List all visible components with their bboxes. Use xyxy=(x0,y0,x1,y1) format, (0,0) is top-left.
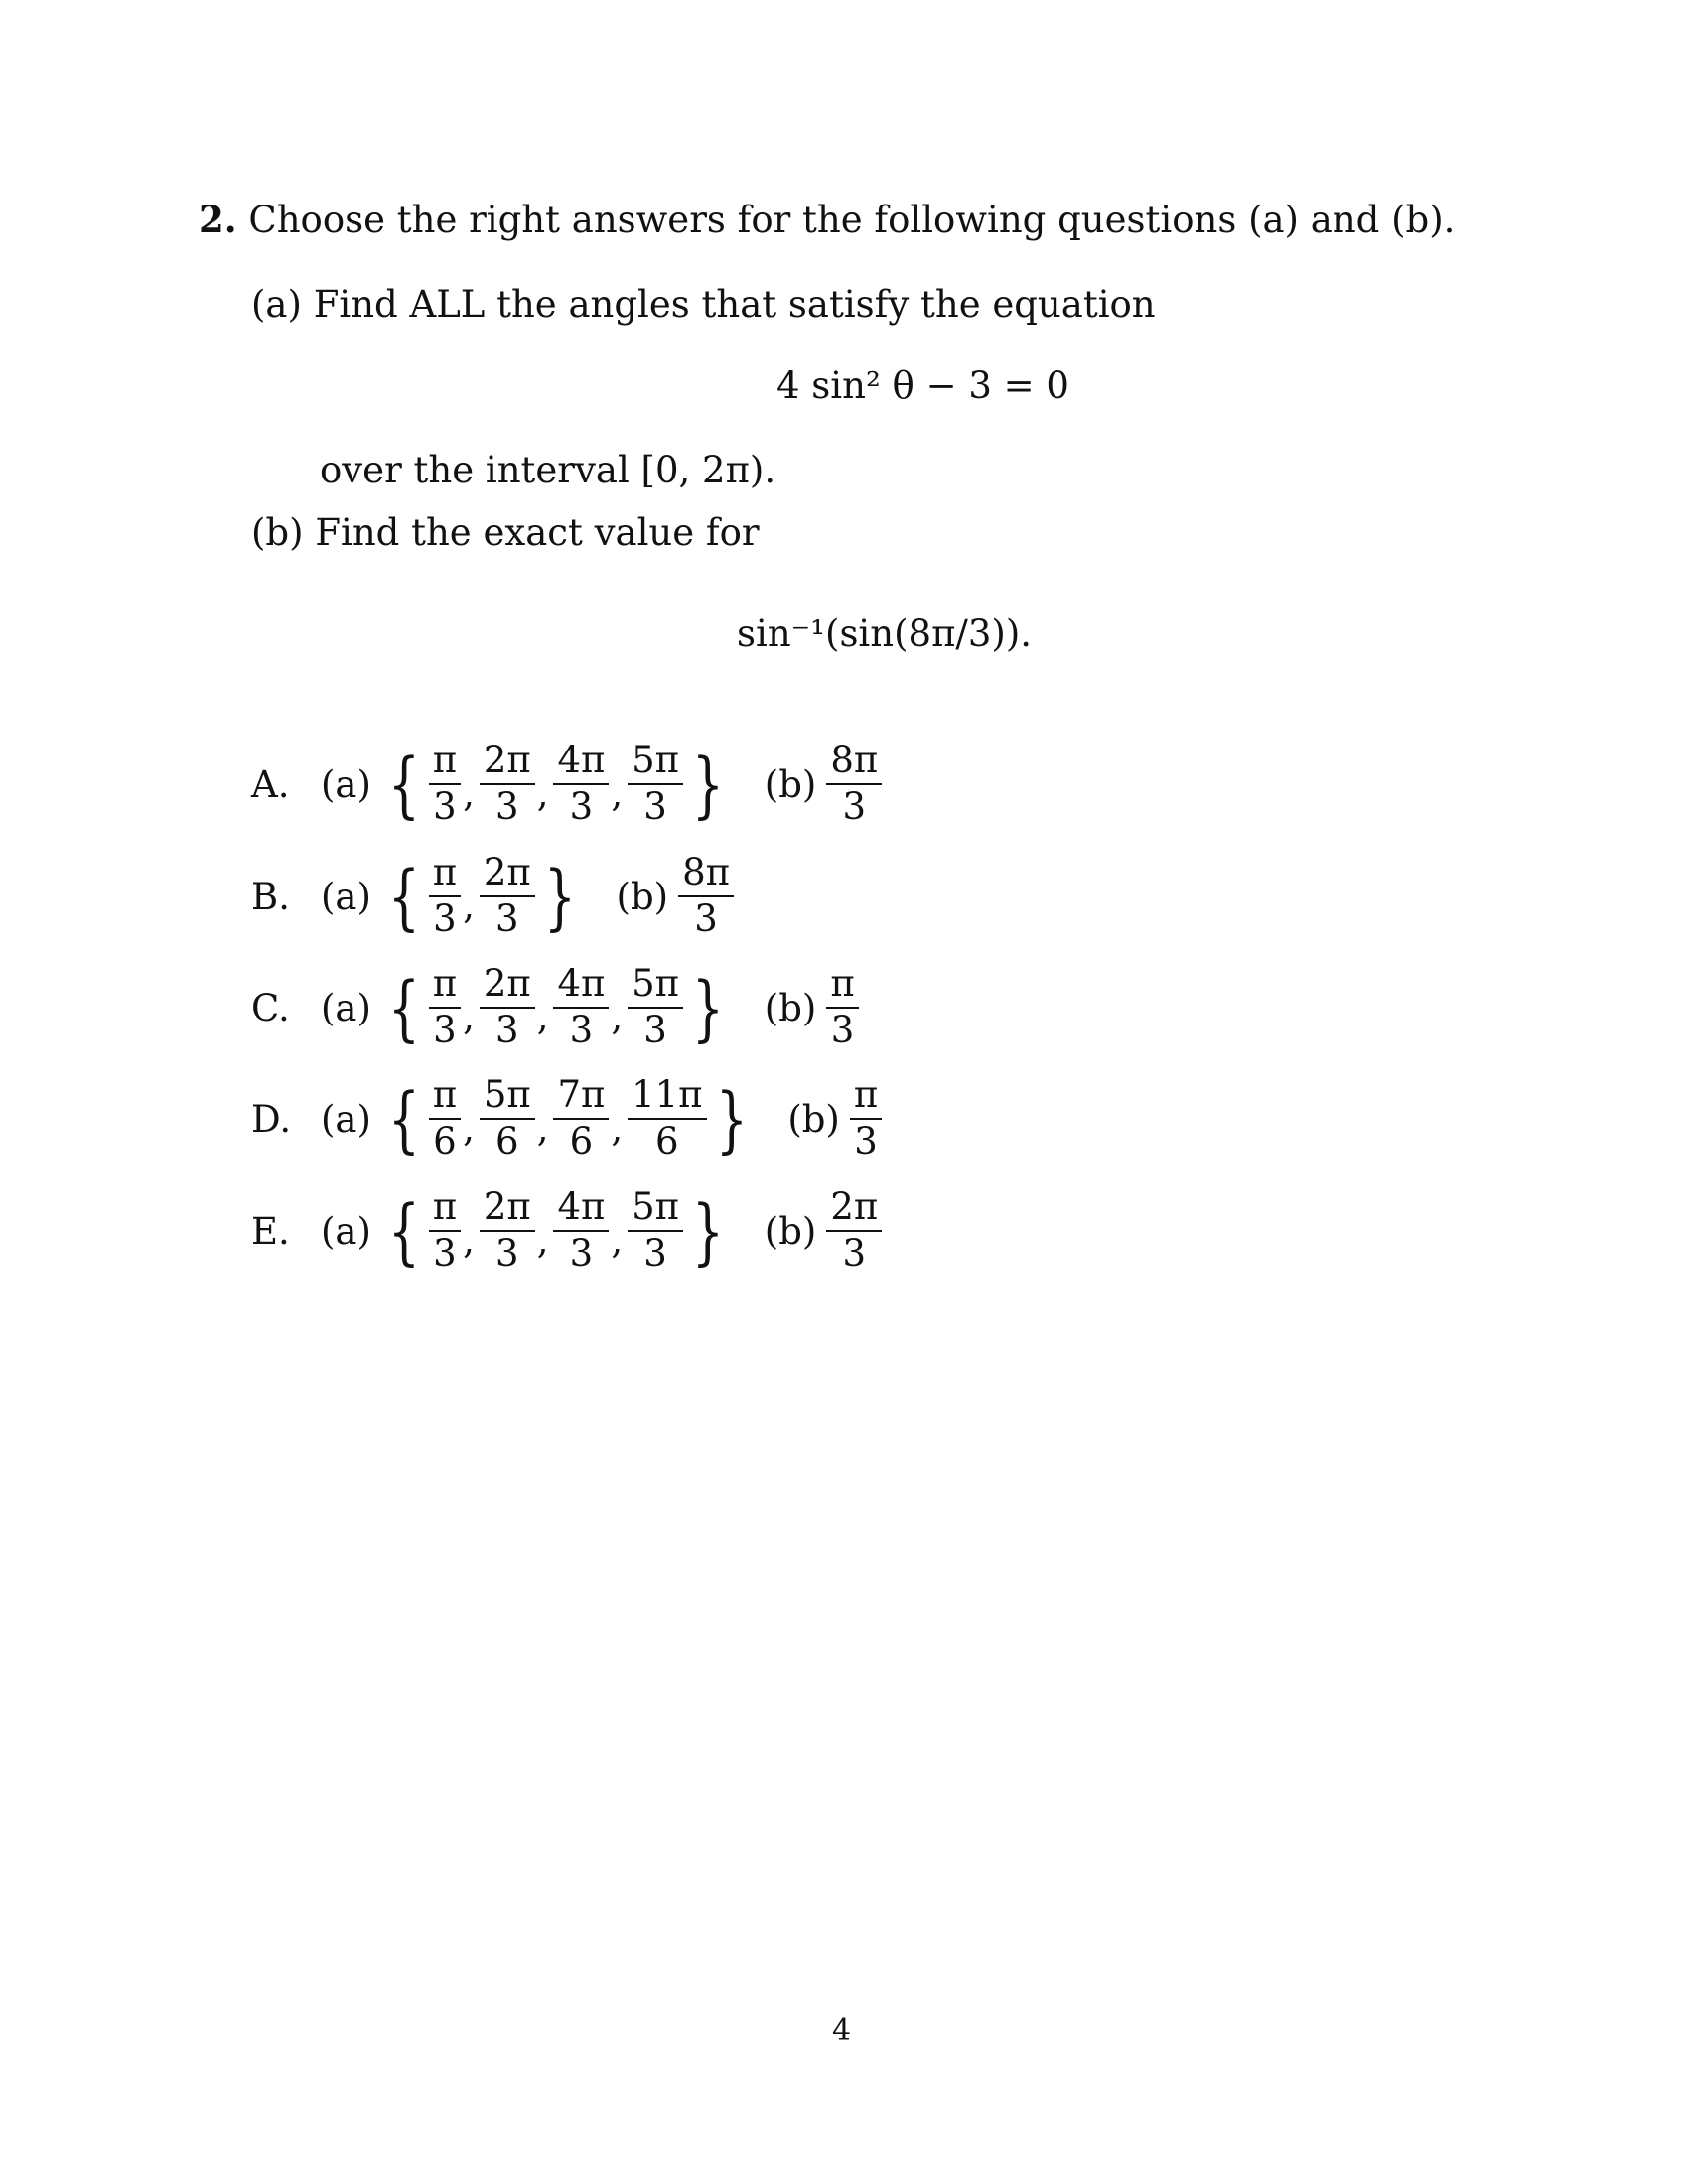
set-element-denominator: 3 xyxy=(495,1009,519,1051)
option-b-value-denominator: 3 xyxy=(842,1232,867,1275)
option-a-label: (a) xyxy=(321,986,371,1029)
option-b[interactable] xyxy=(251,842,736,951)
part-b-line xyxy=(251,511,760,554)
set-element-numerator: 4π xyxy=(553,965,609,1009)
set-element-numerator: 5π xyxy=(628,742,683,785)
set-element-denominator: 3 xyxy=(495,1232,519,1275)
comma: , xyxy=(611,1218,624,1262)
right-brace: } xyxy=(691,966,724,1049)
comma: , xyxy=(463,995,475,1038)
set-element-numerator: π xyxy=(429,742,461,785)
question-number: 2. xyxy=(199,198,237,241)
option-b-label: (b) xyxy=(787,1097,840,1141)
page-number: 4 xyxy=(832,2013,852,2048)
set-element-numerator: 2π xyxy=(480,742,535,785)
set-element xyxy=(553,739,609,828)
set-element-numerator: π xyxy=(429,1188,461,1232)
option-a-label: (a) xyxy=(321,1209,371,1253)
interval-text: over the interval [0, 2π). xyxy=(320,449,776,491)
part-b-text: Find the exact value for xyxy=(315,511,760,554)
option-letter: B. xyxy=(251,875,290,918)
set-element xyxy=(429,739,461,828)
part-b-label: (b) xyxy=(251,511,304,554)
set-element xyxy=(480,962,535,1051)
right-brace: } xyxy=(715,1077,748,1160)
set-element-denominator: 3 xyxy=(643,1232,667,1275)
option-b-value xyxy=(826,1185,882,1275)
option-b-label: (b) xyxy=(764,1209,817,1253)
left-brace: { xyxy=(387,743,420,826)
part-b-expression xyxy=(737,613,1033,655)
equation-text: 4 sin² θ − 3 = 0 xyxy=(776,364,1069,407)
part-a-line xyxy=(251,283,1156,326)
option-letter: D. xyxy=(251,1097,292,1141)
option-a-label: (a) xyxy=(321,1097,371,1141)
option-b-value xyxy=(826,962,858,1051)
option-b-value-numerator: 8π xyxy=(678,854,734,897)
set-element-denominator: 3 xyxy=(433,1009,457,1051)
option-b-value-numerator: π xyxy=(826,965,858,1009)
right-brace: } xyxy=(691,1189,724,1273)
set-element xyxy=(628,739,683,828)
question-heading xyxy=(199,198,1456,241)
set-element-denominator: 6 xyxy=(433,1120,457,1162)
set-element xyxy=(628,1185,683,1275)
right-brace: } xyxy=(691,743,724,826)
option-b-value-denominator: 3 xyxy=(854,1120,878,1162)
set-element-numerator: 5π xyxy=(480,1076,535,1120)
option-a[interactable] xyxy=(251,730,884,839)
option-b-value-numerator: π xyxy=(850,1076,882,1120)
part-a-equation xyxy=(776,364,1069,407)
option-b-label: (b) xyxy=(616,875,669,918)
set-element-denominator: 3 xyxy=(495,785,519,828)
set-element-numerator: 11π xyxy=(628,1076,706,1120)
set-element xyxy=(628,962,683,1051)
comma: , xyxy=(611,995,624,1038)
set-element-numerator: π xyxy=(429,854,461,897)
left-brace: { xyxy=(387,855,420,938)
set-element-numerator: 4π xyxy=(553,1188,609,1232)
set-element xyxy=(553,962,609,1051)
set-element-denominator: 3 xyxy=(433,1232,457,1275)
comma: , xyxy=(463,884,475,927)
set-element xyxy=(553,1073,609,1162)
left-brace: { xyxy=(387,1189,420,1273)
set-element-denominator: 6 xyxy=(655,1120,679,1162)
set-element-numerator: 2π xyxy=(480,1188,535,1232)
set-element-numerator: 5π xyxy=(628,1188,683,1232)
comma: , xyxy=(463,1106,475,1150)
comma: , xyxy=(536,995,549,1038)
option-b-value-numerator: 8π xyxy=(826,742,882,785)
left-brace: { xyxy=(387,966,420,1049)
set-element-denominator: 6 xyxy=(495,1120,519,1162)
set-element xyxy=(480,739,535,828)
option-b-value-numerator: 2π xyxy=(826,1188,882,1232)
set-element xyxy=(480,851,535,940)
left-brace: { xyxy=(387,1077,420,1160)
set-element xyxy=(628,1073,706,1162)
set-element-denominator: 6 xyxy=(569,1120,594,1162)
option-d[interactable] xyxy=(251,1064,884,1173)
option-e[interactable] xyxy=(251,1176,884,1286)
comma: , xyxy=(611,1106,624,1150)
option-a-label: (a) xyxy=(321,762,371,806)
set-element-numerator: π xyxy=(429,1076,461,1120)
option-letter: C. xyxy=(251,986,290,1029)
question-prompt: Choose the right answers for the following questions (a) and (b). xyxy=(248,199,1456,241)
comma: , xyxy=(463,771,475,815)
set-element-denominator: 3 xyxy=(569,1009,594,1051)
set-element xyxy=(429,1185,461,1275)
comma: , xyxy=(463,1218,475,1262)
option-b-value xyxy=(850,1073,882,1162)
expression-text: sin⁻¹(sin(8π/3)). xyxy=(737,613,1033,655)
comma: , xyxy=(536,1106,549,1150)
set-element-denominator: 3 xyxy=(569,785,594,828)
option-a-label: (a) xyxy=(321,875,371,918)
set-element-denominator: 3 xyxy=(643,785,667,828)
part-a-text: Find ALL the angles that satisfy the equation xyxy=(313,283,1156,326)
set-element-numerator: π xyxy=(429,965,461,1009)
option-b-value xyxy=(826,739,882,828)
option-b-value-denominator: 3 xyxy=(830,1009,855,1051)
set-element-numerator: 4π xyxy=(553,742,609,785)
set-element-denominator: 3 xyxy=(495,897,519,940)
set-element-denominator: 3 xyxy=(569,1232,594,1275)
part-a-label: (a) xyxy=(251,283,302,326)
comma: , xyxy=(611,771,624,815)
set-element xyxy=(480,1185,535,1275)
option-b-label: (b) xyxy=(764,986,817,1029)
option-letter: E. xyxy=(251,1209,290,1253)
option-b-value-denominator: 3 xyxy=(842,785,867,828)
option-letter: A. xyxy=(251,762,290,806)
set-element-numerator: 7π xyxy=(553,1076,609,1120)
set-element-numerator: 2π xyxy=(480,854,535,897)
set-element-numerator: 5π xyxy=(628,965,683,1009)
set-element-denominator: 3 xyxy=(643,1009,667,1051)
set-element xyxy=(553,1185,609,1275)
option-b-value-denominator: 3 xyxy=(694,897,718,940)
option-b-label: (b) xyxy=(764,762,817,806)
set-element xyxy=(429,851,461,940)
part-a-interval xyxy=(320,449,776,491)
comma: , xyxy=(536,1218,549,1262)
option-b-value xyxy=(678,851,734,940)
comma: , xyxy=(536,771,549,815)
set-element-denominator: 3 xyxy=(433,897,457,940)
right-brace: } xyxy=(543,855,576,938)
set-element xyxy=(429,962,461,1051)
set-element xyxy=(480,1073,535,1162)
set-element-numerator: 2π xyxy=(480,965,535,1009)
set-element xyxy=(429,1073,461,1162)
set-element-denominator: 3 xyxy=(433,785,457,828)
option-c[interactable] xyxy=(251,953,861,1062)
